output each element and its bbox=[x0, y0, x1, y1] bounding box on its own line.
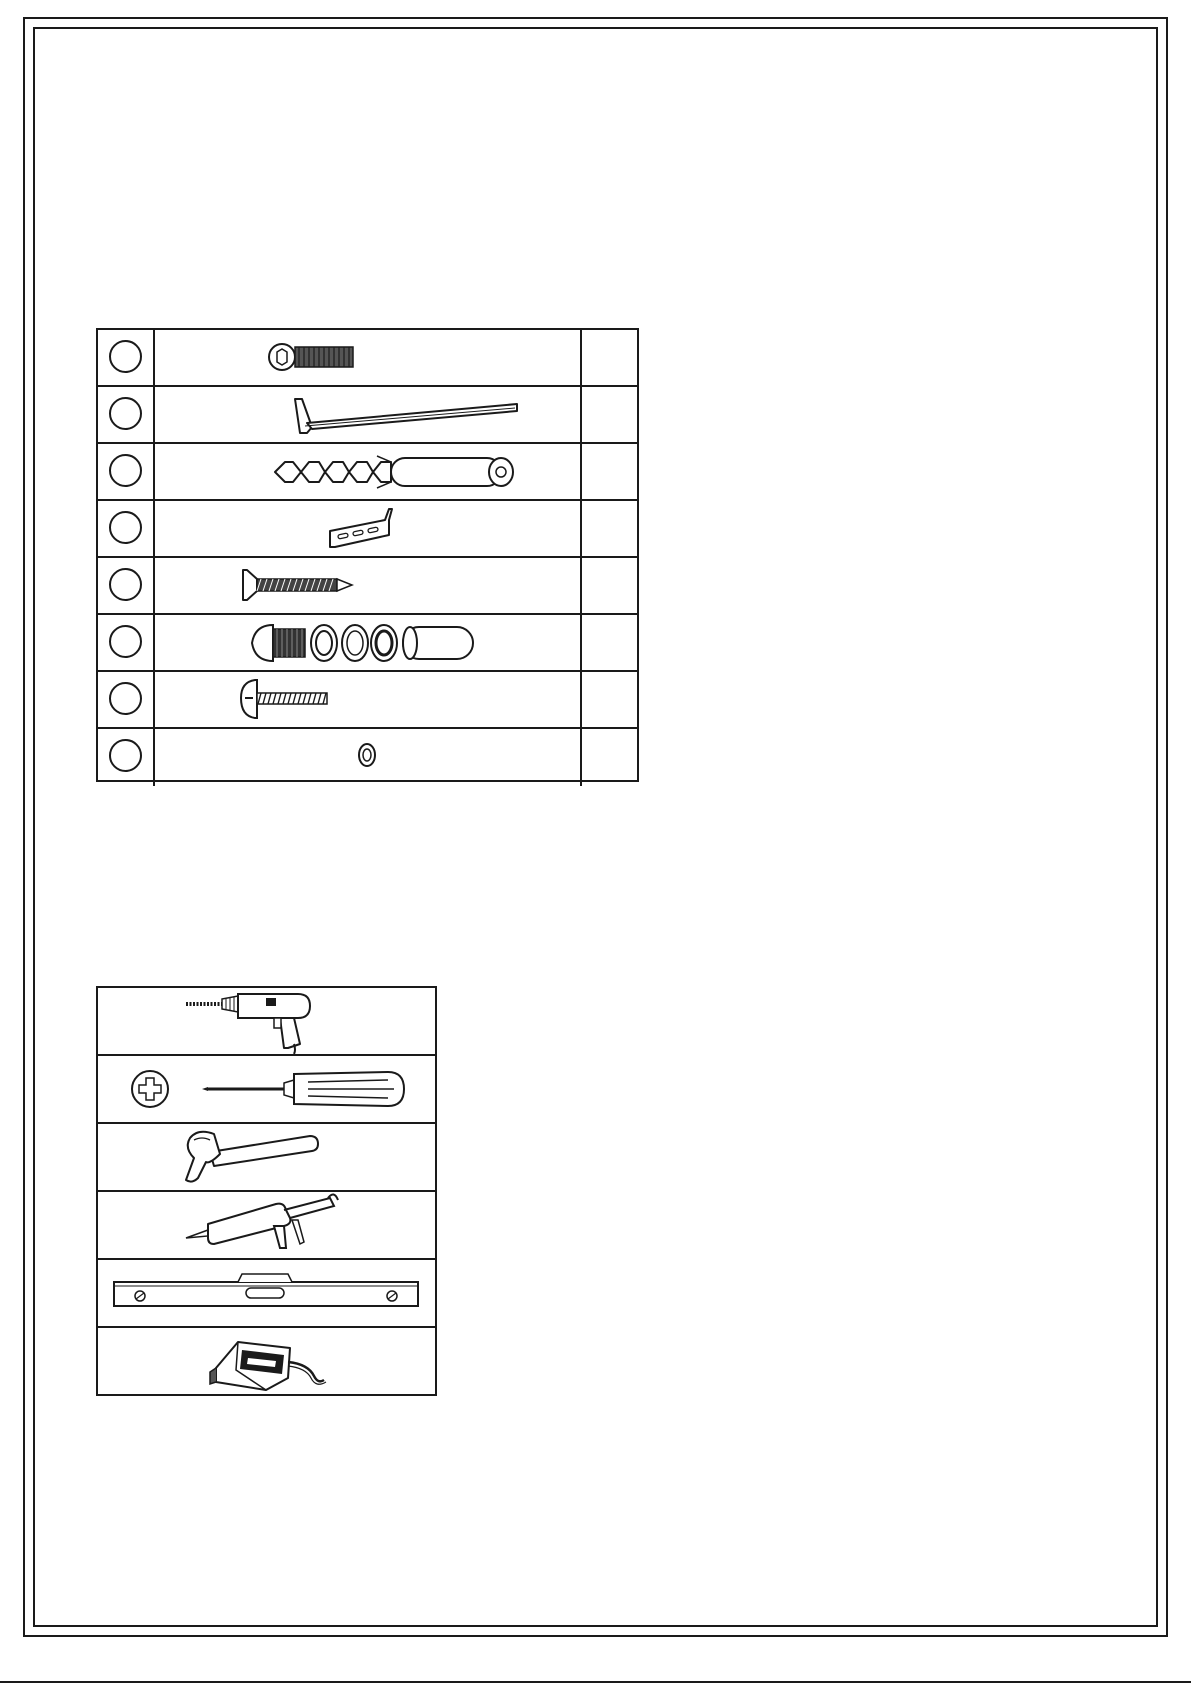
part-row bbox=[98, 729, 637, 786]
part-row bbox=[98, 558, 637, 615]
part-row bbox=[98, 615, 637, 672]
footer-rule bbox=[0, 1681, 1191, 1683]
part-number-cell bbox=[98, 387, 155, 442]
caulking-gun-icon bbox=[98, 1192, 435, 1258]
part-number-circle bbox=[109, 682, 142, 715]
part-row bbox=[98, 387, 637, 444]
part-number-cell bbox=[98, 615, 155, 670]
part-number-cell bbox=[98, 501, 155, 556]
part-quantity-cell bbox=[580, 672, 637, 727]
countersunk-screw-icon bbox=[155, 558, 580, 613]
mounting-bracket-icon bbox=[155, 501, 580, 556]
part-image-cell bbox=[155, 672, 580, 727]
part-image-cell bbox=[155, 501, 580, 556]
part-image-cell bbox=[155, 330, 580, 385]
part-number-circle bbox=[109, 454, 142, 487]
tool-row bbox=[98, 988, 435, 1056]
part-number-circle bbox=[109, 625, 142, 658]
part-image-cell bbox=[155, 729, 580, 786]
hex-key-icon bbox=[155, 387, 580, 442]
bolt-washer-sleeve-set-icon bbox=[155, 615, 580, 670]
tools-table bbox=[96, 986, 437, 1396]
part-quantity-cell bbox=[580, 558, 637, 613]
part-image-cell bbox=[155, 444, 580, 499]
part-number-circle bbox=[109, 340, 142, 373]
machine-screw-icon bbox=[155, 672, 580, 727]
part-quantity-cell bbox=[580, 444, 637, 499]
wall-plug-icon bbox=[155, 444, 580, 499]
part-number-circle bbox=[109, 397, 142, 430]
electric-drill-icon bbox=[98, 988, 435, 1054]
spirit-level-icon bbox=[98, 1260, 435, 1326]
part-image-cell bbox=[155, 387, 580, 442]
part-quantity-cell bbox=[580, 501, 637, 556]
part-number-circle bbox=[109, 568, 142, 601]
part-number-cell bbox=[98, 444, 155, 499]
part-quantity-cell bbox=[580, 615, 637, 670]
part-number-circle bbox=[109, 739, 142, 772]
tool-row bbox=[98, 1328, 435, 1396]
tool-row bbox=[98, 1260, 435, 1328]
part-row bbox=[98, 501, 637, 558]
part-quantity-cell bbox=[580, 387, 637, 442]
part-number-circle bbox=[109, 511, 142, 544]
tool-row bbox=[98, 1124, 435, 1192]
tool-row bbox=[98, 1056, 435, 1124]
part-number-cell bbox=[98, 729, 155, 786]
tool-row bbox=[98, 1192, 435, 1260]
tape-measure-icon bbox=[98, 1328, 435, 1394]
part-row bbox=[98, 672, 637, 729]
parts-table bbox=[96, 328, 639, 782]
socket-bolt-icon bbox=[155, 330, 580, 385]
part-quantity-cell bbox=[580, 729, 637, 786]
part-row bbox=[98, 330, 637, 387]
part-number-cell bbox=[98, 672, 155, 727]
part-image-cell bbox=[155, 558, 580, 613]
part-number-cell bbox=[98, 330, 155, 385]
hammer-icon bbox=[98, 1124, 435, 1190]
phillips-screwdriver-icon bbox=[98, 1056, 435, 1122]
part-number-cell bbox=[98, 558, 155, 613]
washer-icon bbox=[155, 729, 580, 784]
part-row bbox=[98, 444, 637, 501]
part-image-cell bbox=[155, 615, 580, 670]
part-quantity-cell bbox=[580, 330, 637, 385]
